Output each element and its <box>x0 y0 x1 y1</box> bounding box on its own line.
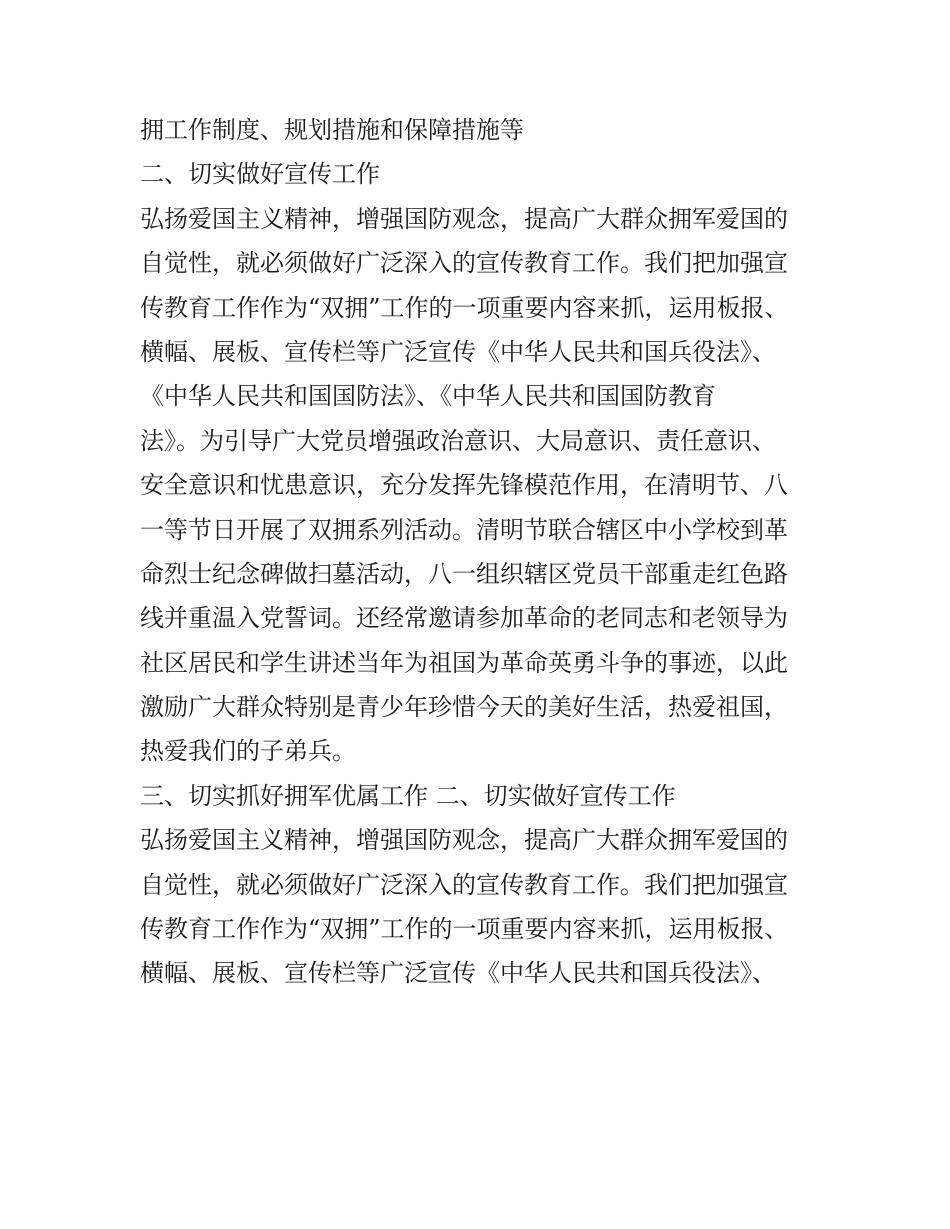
text-line: 拥工作制度、规划措施和保障措施等 <box>140 116 524 144</box>
text-line: 一等节日开展了双拥系列活动。清明节联合辖区中小学校到革 <box>140 515 788 544</box>
section-heading: 二、切实做好宣传工作 <box>140 160 380 189</box>
text-line: 激励广大群众特别是青少年珍惜今天的美好生活，热爱祖国， <box>140 693 788 722</box>
text-line: 线并重温入党誓词。还经常邀请参加革命的老同志和老领导为 <box>140 604 788 633</box>
text-line: 传教育工作作为“双拥”工作的一项重要内容来抓，运用板报、 <box>140 915 789 944</box>
text-line: 《中华人民共和国国防法》、《中华人民共和国国防教育 <box>140 382 716 411</box>
text-line: 法》。为引导广大党员增强政治意识、大局意识、责任意识、 <box>140 426 776 455</box>
text-line: 弘扬爱国主义精神，增强国防观念，提高广大群众拥军爱国的 <box>140 204 788 233</box>
text-line: 社区居民和学生讲述当年为祖国为革命英勇斗争的事迹，以此 <box>140 648 788 677</box>
document-body <box>140 108 830 996</box>
text-line: 自觉性，就必须做好广泛深入的宣传教育工作。我们把加强宣 <box>140 249 788 278</box>
text-line: 横幅、展板、宣传栏等广泛宣传《中华人民共和国兵役法》、 <box>140 959 776 988</box>
text-line: 弘扬爱国主义精神，增强国防观念，提高广大群众拥军爱国的 <box>140 826 788 855</box>
section-heading: 三、切实抓好拥军优属工作 二、切实做好宣传工作 <box>140 781 676 810</box>
text-line: 自觉性，就必须做好广泛深入的宣传教育工作。我们把加强宣 <box>140 870 788 899</box>
text-line: 横幅、展板、宣传栏等广泛宣传《中华人民共和国兵役法》、 <box>140 337 776 366</box>
text-line: 传教育工作作为“双拥”工作的一项重要内容来抓，运用板报、 <box>140 293 789 322</box>
text-line: 命烈士纪念碑做扫墓活动，八一组织辖区党员干部重走红色路 <box>140 559 788 588</box>
text-line: 热爱我们的子弟兵。 <box>140 737 356 766</box>
text-line: 安全意识和忧患意识，充分发挥先锋模范作用，在清明节、八 <box>140 471 788 500</box>
